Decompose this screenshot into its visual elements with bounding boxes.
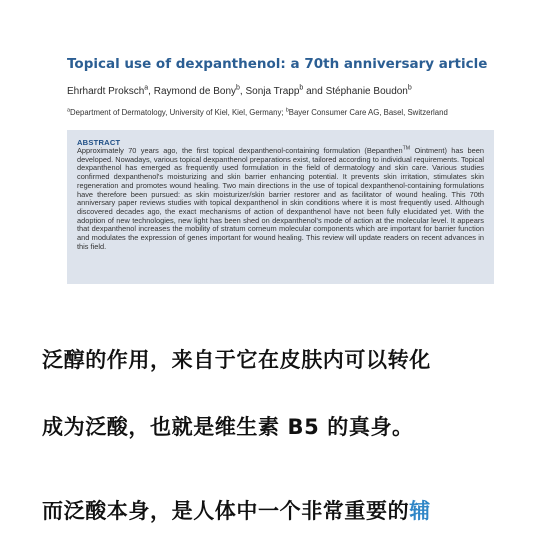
author-separator: , <box>148 86 154 97</box>
affiliation-text: Bayer Consumer Care AG, Basel, Switzerland <box>288 108 448 117</box>
author-separator: and <box>303 86 326 97</box>
caption-line-3-text: 而泛酸本身，是人体中一个非常重要的 <box>42 499 410 523</box>
caption-line-2: 成为泛酸，也就是维生素 B5 的真身。 <box>42 415 414 439</box>
author-affiliation-mark: b <box>407 84 412 92</box>
caption-line-3 <box>42 495 431 525</box>
author-name: Raymond de Bony <box>153 86 237 97</box>
paper-title: Topical use of dexpanthenol: a 70th anniversary article <box>67 56 488 72</box>
author-list <box>67 86 507 97</box>
author-name: Stéphanie Boudon <box>325 86 408 97</box>
affiliation-mark: b <box>285 107 289 114</box>
author-separator: , <box>239 86 246 97</box>
affiliation-text: Department of Dermatology, University of Kiel, Kiel, Germany; <box>70 108 286 117</box>
author-affiliation-mark: a <box>144 84 149 92</box>
affiliation-mark: a <box>67 107 71 114</box>
abstract-text <box>77 147 484 251</box>
author-affiliation-mark: b <box>236 84 240 92</box>
author-name: Ehrhardt Proksch <box>67 86 145 97</box>
affiliation-line <box>67 108 507 117</box>
author-name: Sonja Trapp <box>245 86 300 97</box>
abstract-text-part: Approximately 70 years ago, the first topical dexpanthenol-containing formulation (Bepanthen <box>77 146 403 155</box>
trademark-mark: TM <box>402 145 411 152</box>
caption-highlight-word: 辅 <box>409 499 431 523</box>
abstract-box <box>67 130 494 284</box>
abstract-text-part: Ointment) has been developed. Nowadays, various topical dexpanthenol preparations exist, tailored according to individual requirements. Topical dexpanthenol has emerged as frequently used formulation in the field of dermatology and skin care. Various studies confirmed dexpanthenol's moisturizing and skin barrier enhancing potential. It prevents skin irritation, stimulates skin regeneration and promotes wound healing. Two main directions in the use of topical dexpanthenol-containing formulations have therefore been pursued: as skin moisturizer/skin barrier restorer and as facilitator of wound healing. This 70th anniversary paper reviews studies with topical dexpanthenol in skin conditions where it is most frequently used. Although discovered decades ago, the exact mechanisms of action of dexpanthenol have not been fully elucidated yet. With the adoption of new technologies, new light has been shed on dexpanthenol's mode of action at the molecular level. It appears that dexpanthenol increases the mobility of stratum corneum molecular components which are important for barrier function and modulates the expression of genes important for wound healing. This review will update readers on recent advances in this field. <box>77 146 485 251</box>
abstract-heading: ABSTRACT <box>77 138 121 147</box>
caption-line-1: 泛醇的作用，来自于它在皮肤内可以转化 <box>42 348 431 372</box>
author-affiliation-mark: b <box>299 84 304 92</box>
